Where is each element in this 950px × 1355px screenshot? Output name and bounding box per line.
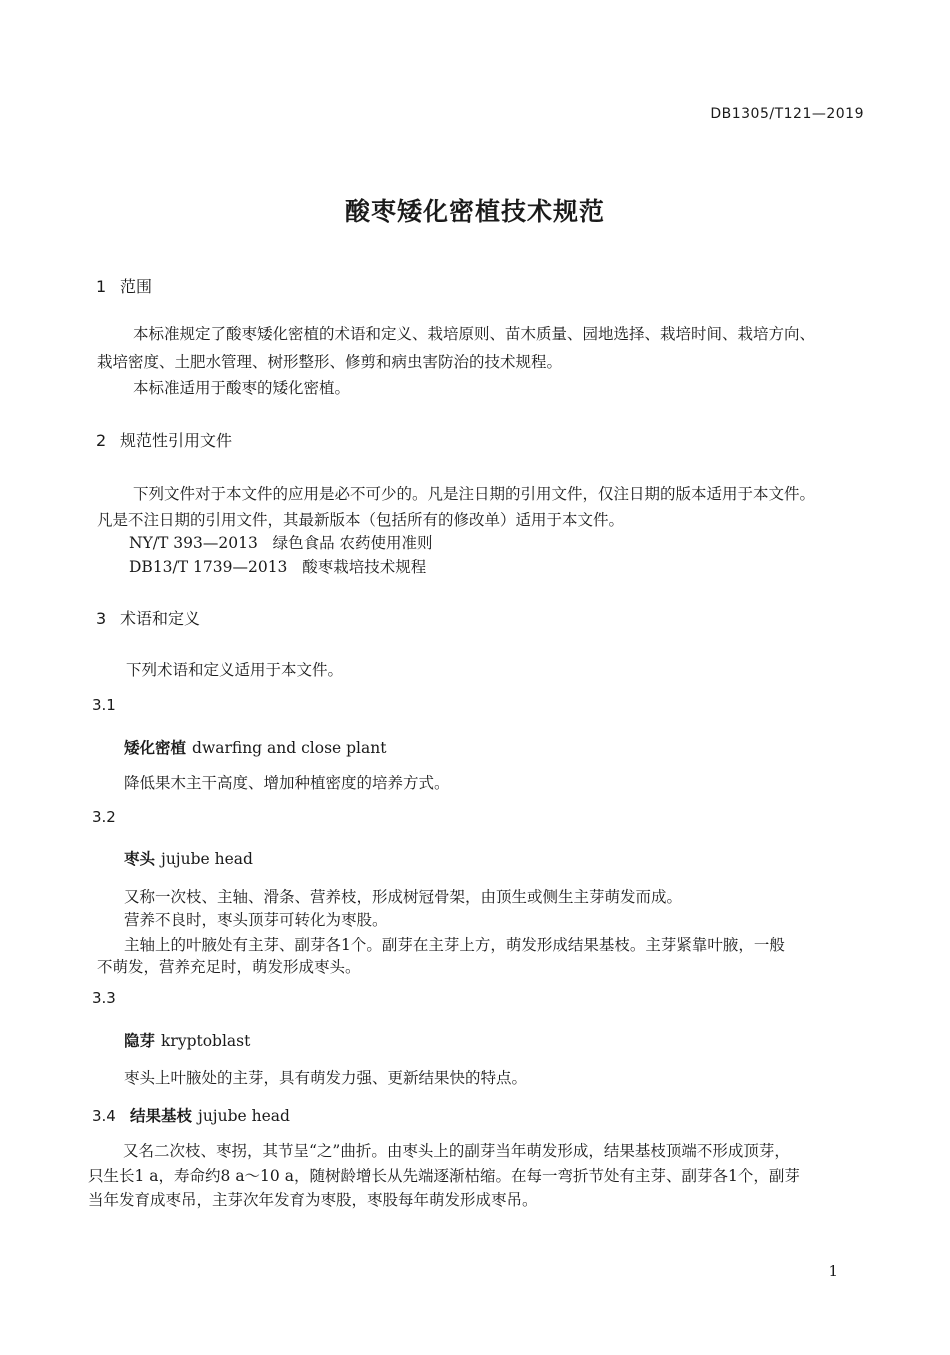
- section-1-paragraph-line: 本标准规定了酸枣矮化密植的术语和定义、栽培原则、苗木质量、园地选择、栽培时间、栽培方向、: [133, 325, 816, 343]
- section-3-heading: [96, 606, 200, 629]
- section-1-paragraph: 本标准适用于酸枣的矮化密植。: [133, 379, 351, 397]
- section-3-intro: 下列术语和定义适用于本文件。: [126, 661, 344, 679]
- term-heading: [92, 1104, 290, 1126]
- term-definition-line: 营养不良时，枣头顶芽可转化为枣股。: [124, 911, 388, 929]
- section-number: 3: [96, 609, 107, 628]
- reference-title: 绿色食品 农药使用准则: [272, 534, 433, 552]
- term-definition: 降低果木主干高度、增加种植密度的培养方式。: [124, 774, 450, 792]
- term-number: 3.4: [92, 1107, 116, 1125]
- section-2-paragraph-line: 下列文件对于本文件的应用是必不可少的。凡是注日期的引用文件，仅注日期的版本适用于本文件。: [133, 485, 816, 503]
- term-chinese: 枣头: [124, 850, 156, 868]
- reference-item: [129, 532, 433, 554]
- term-definition: 枣头上叶腋处的主芽，具有萌发力强、更新结果快的特点。: [124, 1069, 528, 1087]
- term-heading: [124, 1029, 250, 1051]
- term-definition-line: 只生长1 a，寿命约8 a～10 a，随树龄增长从先端逐渐枯缩。在每一弯折节处有主芽、副芽各1个，副芽: [88, 1167, 800, 1185]
- reference-item: [129, 556, 426, 578]
- section-title: 术语和定义: [120, 609, 201, 628]
- page-number: 1: [828, 1262, 838, 1280]
- reference-title: 酸枣栽培技术规程: [302, 558, 427, 576]
- document-title: 酸枣矮化密植技术规范: [344, 197, 605, 226]
- section-number: 2: [96, 431, 107, 450]
- section-title: 范围: [120, 277, 153, 296]
- section-2-paragraph-line: 凡是不注日期的引用文件，其最新版本（包括所有的修改单）适用于本文件。: [97, 511, 625, 529]
- reference-code: DB13/T 1739—2013: [129, 558, 288, 576]
- term-english: dwarfing and close plant: [192, 739, 387, 757]
- term-definition-line: 又名二次枝、枣拐，其节呈“之”曲折。由枣头上的副芽当年萌发形成，结果基枝顶端不形成顶芽，: [123, 1142, 790, 1160]
- reference-code: NY/T 393—2013: [129, 534, 258, 552]
- term-heading: [124, 736, 386, 758]
- term-definition-line: 不萌发，营养充足时，萌发形成枣头。: [97, 958, 361, 976]
- section-number: 1: [96, 277, 107, 296]
- term-heading: [124, 847, 253, 869]
- term-number: 3.2: [92, 808, 116, 826]
- term-number: 3.1: [92, 696, 116, 714]
- term-definition-line: 当年发育成枣吊，主芽次年发育为枣股，枣股每年萌发形成枣吊。: [88, 1191, 538, 1209]
- term-number: 3.3: [92, 989, 116, 1007]
- standard-code: DB1305/T121—2019: [710, 106, 864, 122]
- term-english: jujube head: [198, 1107, 290, 1125]
- term-english: kryptoblast: [161, 1032, 251, 1050]
- section-2-heading: [96, 428, 232, 451]
- section-1-heading: [96, 274, 152, 297]
- term-chinese: 结果基枝: [130, 1107, 193, 1125]
- term-chinese: 矮化密植: [124, 739, 187, 757]
- section-1-paragraph-line: 栽培密度、土肥水管理、树形整形、修剪和病虫害防治的技术规程。: [97, 353, 563, 371]
- section-title: 规范性引用文件: [120, 431, 233, 450]
- term-definition-line: 主轴上的叶腋处有主芽、副芽各1个。副芽在主芽上方，萌发形成结果基枝。主芽紧靠叶腋，一般: [124, 936, 785, 954]
- term-chinese: 隐芽: [124, 1032, 156, 1050]
- term-english: jujube head: [161, 850, 253, 868]
- term-definition-line: 又称一次枝、主轴、滑条、营养枝，形成树冠骨架，由顶生或侧生主芽萌发而成。: [124, 888, 683, 906]
